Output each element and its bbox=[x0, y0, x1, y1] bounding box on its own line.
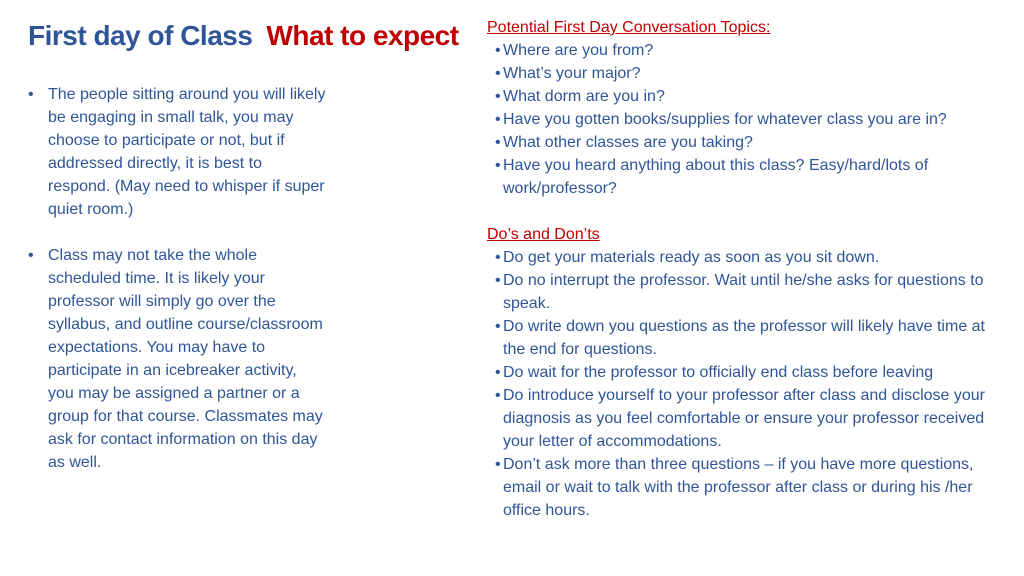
dos-donts-text: Do write down you questions as the professor will likely have time at the end for questions. bbox=[503, 318, 985, 358]
topic-text: What’s your major? bbox=[503, 65, 641, 82]
bullet-icon: • bbox=[495, 134, 501, 151]
bullet-icon: • bbox=[495, 111, 501, 128]
left-bullet-list bbox=[26, 83, 326, 474]
dos-donts-text: Don’t ask more than three questions – if you have more questions, email or wait to talk with the professor after class or during his /her office hours. bbox=[503, 456, 974, 519]
dos-donts-item bbox=[487, 269, 1007, 315]
bullet-icon: • bbox=[495, 65, 501, 82]
topic-text: Have you gotten books/supplies for whatever class you are in? bbox=[503, 111, 947, 128]
topic-item bbox=[487, 39, 1007, 62]
topics-list bbox=[487, 39, 1007, 200]
bullet-icon: • bbox=[495, 88, 501, 105]
bullet-icon: • bbox=[28, 86, 34, 103]
topic-item bbox=[487, 62, 1007, 85]
right-column bbox=[487, 16, 1007, 522]
left-bullet-text: The people sitting around you will likely be engaging in small talk, you may choose to participate or not, but if addressed directly, it is best to respond. (May need to whisper if super quiet room.) bbox=[48, 86, 326, 218]
topics-heading: Potential First Day Conversation Topics: bbox=[487, 19, 771, 36]
dos-donts-text: Do no interrupt the professor. Wait until he/she asks for questions to speak. bbox=[503, 272, 984, 312]
dos-donts-item bbox=[487, 315, 1007, 361]
dos-donts-item bbox=[487, 384, 1007, 453]
dos-donts-item bbox=[487, 361, 1007, 384]
bullet-icon: • bbox=[495, 157, 501, 174]
left-bullet-item bbox=[26, 244, 326, 474]
dos-donts-text: Do get your materials ready as soon as you sit down. bbox=[503, 249, 880, 266]
dos-donts-text: Do wait for the professor to officially end class before leaving bbox=[503, 364, 934, 381]
bullet-icon: • bbox=[495, 42, 501, 59]
topic-text: What dorm are you in? bbox=[503, 88, 665, 105]
bullet-icon: • bbox=[495, 249, 501, 266]
topic-text: Have you heard anything about this class? Easy/hard/lots of work/professor? bbox=[503, 157, 929, 197]
bullet-icon: • bbox=[495, 364, 501, 381]
left-column bbox=[26, 83, 326, 497]
topic-item bbox=[487, 85, 1007, 108]
left-bullet-item bbox=[26, 83, 326, 221]
bullet-icon: • bbox=[495, 456, 501, 473]
bullet-icon: • bbox=[495, 387, 501, 404]
dos-donts-list bbox=[487, 246, 1007, 522]
dos-donts-text: Do introduce yourself to your professor after class and disclose your diagnosis as you feel comfortable or ensure your professor received your letter of accommodations. bbox=[503, 387, 986, 450]
dos-donts-item bbox=[487, 246, 1007, 269]
bullet-icon: • bbox=[495, 318, 501, 335]
dos-donts-item bbox=[487, 453, 1007, 522]
bullet-icon: • bbox=[28, 247, 34, 264]
topic-text: Where are you from? bbox=[503, 42, 654, 59]
dos-donts-heading: Do’s and Don’ts bbox=[487, 226, 600, 243]
topic-item bbox=[487, 108, 1007, 131]
left-bullet-text: Class may not take the whole scheduled time. It is likely your professor will simply go over the syllabus, and outline course/classroom expectations. You may have to participate in an icebreaker activity, you may be assigned a partner or a group for that course. Classmates may ask for contact information on this day as well. bbox=[48, 247, 323, 471]
title-what-to-expect: What to expect bbox=[266, 20, 459, 51]
title-first-day: First day of Class bbox=[28, 20, 253, 51]
topic-item bbox=[487, 154, 1007, 200]
section-spacer bbox=[487, 200, 1007, 223]
bullet-icon: • bbox=[495, 272, 501, 289]
topic-text: What other classes are you taking? bbox=[503, 134, 753, 151]
slide-title bbox=[28, 20, 459, 52]
topic-item bbox=[487, 131, 1007, 154]
